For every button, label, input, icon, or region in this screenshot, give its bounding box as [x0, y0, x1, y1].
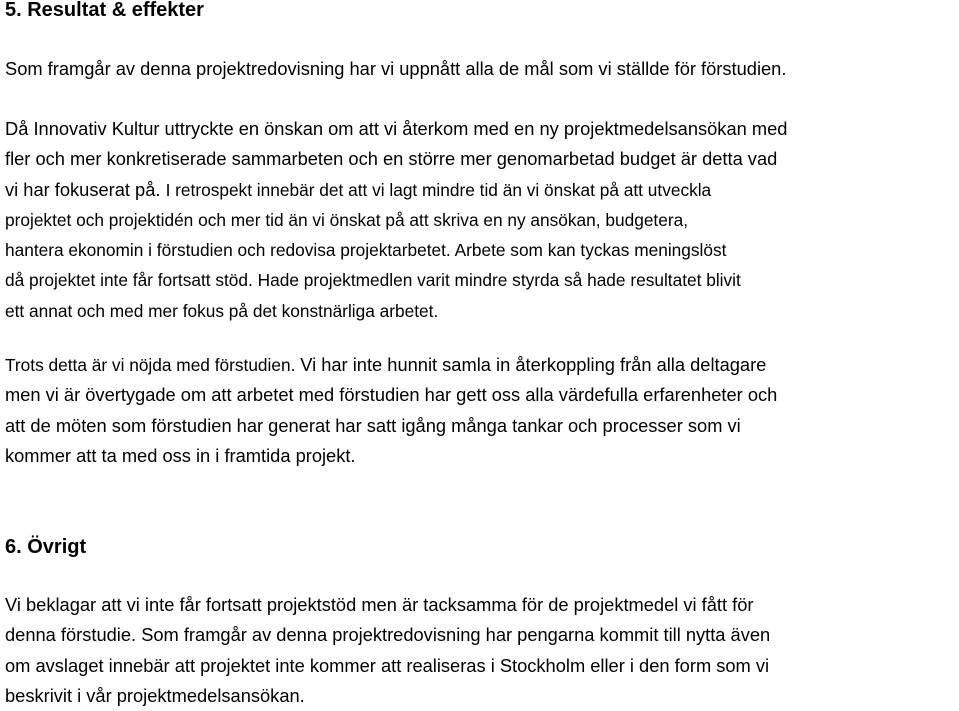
paragraph-line: kommer att ta med oss in i framtida projekt.	[5, 444, 356, 466]
paragraph-line	[5, 350, 777, 380]
paragraph-line: om avslaget innebär att projektet inte kommer att realiseras i Stockholm eller i den form som vi	[5, 654, 770, 676]
text-run: Arbete som kan tyckas meningslöst	[454, 240, 727, 261]
paragraph-line: Vi beklagar att vi inte får fortsatt projektstöd men är tacksamma för de projektmedel vi fått för	[5, 594, 754, 615]
paragraph-line: denna förstudie. Som framgår av denna projektredovisning har pengarna kommit till nytta även	[5, 624, 771, 646]
text-run: Hade projektmedlen varit mindre styrda så hade resultatet blivit	[257, 270, 741, 291]
section-5-intro-paragraph	[5, 54, 786, 84]
paragraph-line: Då Innovativ Kultur uttryckte en önskan om att vi återkom med en ny projektmedelsansökan med	[5, 118, 788, 139]
paragraph-line: beskrivit i vår projektmedelsansökan.	[5, 684, 305, 706]
section-5-paragraph-2	[5, 114, 787, 326]
section-6-heading: 6. Övrigt	[5, 536, 87, 558]
section-5-heading: 5. Resultat & effekter	[5, 0, 204, 21]
paragraph-line: men vi är övertygade om att arbetet med förstudien har gett oss alla värdefulla erfarenheter och	[5, 384, 778, 406]
paragraph-line: projektet och projektidén och mer tid än vi önskat på att skriva en ny ansökan, budgetera,	[5, 209, 689, 230]
paragraph-line	[5, 265, 787, 295]
text-run: då projektet inte får fortsatt stöd.	[5, 270, 258, 291]
text-run: I retrospekt innebär det att vi lagt mindre tid än vi önskat på att utveckla	[165, 179, 712, 200]
text-run: hantera ekonomin i förstudien och redovisa projektarbetet.	[5, 240, 455, 261]
paragraph-line	[5, 235, 787, 265]
paragraph-line: fler och mer konkretiserade sammarbeten och en större mer genomarbetad budget är detta vad	[5, 148, 778, 170]
section-5-paragraph-3	[5, 350, 777, 471]
text-run: Trots detta är vi nöjda med förstudien.	[5, 355, 301, 375]
text-run: Vi har inte hunnit samla in återkoppling från alla deltagare	[300, 354, 767, 375]
paragraph-line: ett annat och med mer fokus på det konstnärliga arbetet.	[5, 300, 439, 321]
section-6-paragraph	[5, 590, 770, 711]
paragraph-line: att de möten som förstudien har generat har satt igång många tankar och processer som vi	[5, 414, 741, 436]
paragraph-line	[5, 175, 787, 205]
intro-line: Som framgår av denna projektredovisning har vi uppnått alla de mål som vi ställde för förstudien.	[5, 58, 787, 79]
text-run: vi har fokuserat på.	[5, 178, 166, 200]
